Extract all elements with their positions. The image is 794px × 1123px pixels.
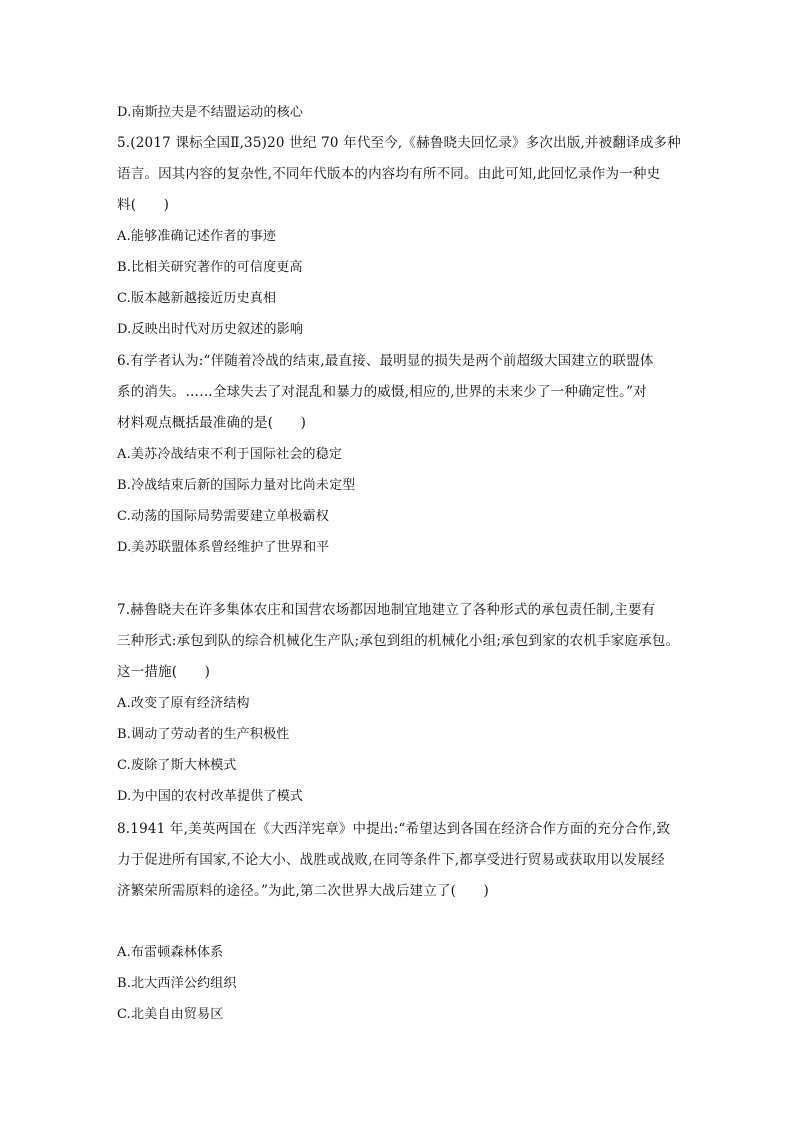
q6-stem-line-3: 材料观点概括最准确的是( ) <box>117 415 307 431</box>
q7-option-a: A.改变了原有经济结构 <box>117 696 250 711</box>
q8-option-a: A.布雷顿森林体系 <box>117 945 224 960</box>
q7-stem-line-1: 7.赫鲁晓夫在许多集体农庄和国营农场都因地制宜地建立了各种形式的承包责任制,主要有 <box>117 602 656 618</box>
q6-option-a: A.美苏冷战结束不利于国际社会的稳定 <box>117 447 343 462</box>
q4-option-d: D.南斯拉夫是不结盟运动的核心 <box>117 105 304 120</box>
q6-option-c: C.动荡的国际局势需要建立单极霸权 <box>117 509 330 524</box>
q5-stem-line-2: 语言。因其内容的复杂性,不同年代版本的内容均有所不同。由此可知,此回忆录作为一种史 <box>117 166 661 182</box>
q6-option-b: B.冷战结束后新的国际力量对比尚未定型 <box>117 478 356 493</box>
q6-option-d: D.美苏联盟体系曾经维护了世界和平 <box>117 540 330 555</box>
q8-stem-line-1: 8.1941 年,美英两国在《大西洋宪章》中提出:“希望达到各国在经济合作方面的充分合作,致 <box>117 821 671 837</box>
q8-stem-line-3: 济繁荣所需原料的途径。”为此,第二次世界大战后建立了( ) <box>117 883 489 899</box>
q7-stem-line-3: 这一措施( ) <box>117 664 211 680</box>
q8-stem-line-2: 力于促进所有国家,不论大小、战胜或战败,在同等条件下,都享受进行贸易或获取用以发展经 <box>117 852 665 868</box>
q8-option-c: C.北美自由贸易区 <box>117 1007 224 1022</box>
q5-option-c: C.版本越新越接近历史真相 <box>117 291 277 306</box>
q5-option-d: D.反映出时代对历史叙述的影响 <box>117 322 304 337</box>
q5-option-b: B.比相关研究著作的可信度更高 <box>117 260 303 275</box>
q6-stem-line-2: 系的消失。……全球失去了对混乱和暴力的威慑,相应的,世界的未来少了一种确定性。”对 <box>117 384 647 400</box>
q7-option-d: D.为中国的农村改革提供了模式 <box>117 789 304 804</box>
q5-stem-line-1: 5.(2017 课标全国Ⅱ,35)20 世纪 70 年代至今,《赫鲁晓夫回忆录》多次出版,并被翻译成多种 <box>117 135 681 151</box>
q7-stem-line-2: 三种形式:承包到队的综合机械化生产队;承包到组的机械化小组;承包到家的农机手家庭承包。 <box>117 633 680 649</box>
q5-option-a: A.能够准确记述作者的事迹 <box>117 229 277 244</box>
q7-option-c: C.废除了斯大林模式 <box>117 758 237 773</box>
q8-option-b: B.北大西洋公约组织 <box>117 976 237 991</box>
q5-stem-line-3: 料( ) <box>117 197 170 213</box>
q7-option-b: B.调动了劳动者的生产积极性 <box>117 727 290 742</box>
q6-stem-line-1: 6.有学者认为:“伴随着冷战的结束,最直接、最明显的损失是两个前超级大国建立的联盟体 <box>117 353 654 369</box>
